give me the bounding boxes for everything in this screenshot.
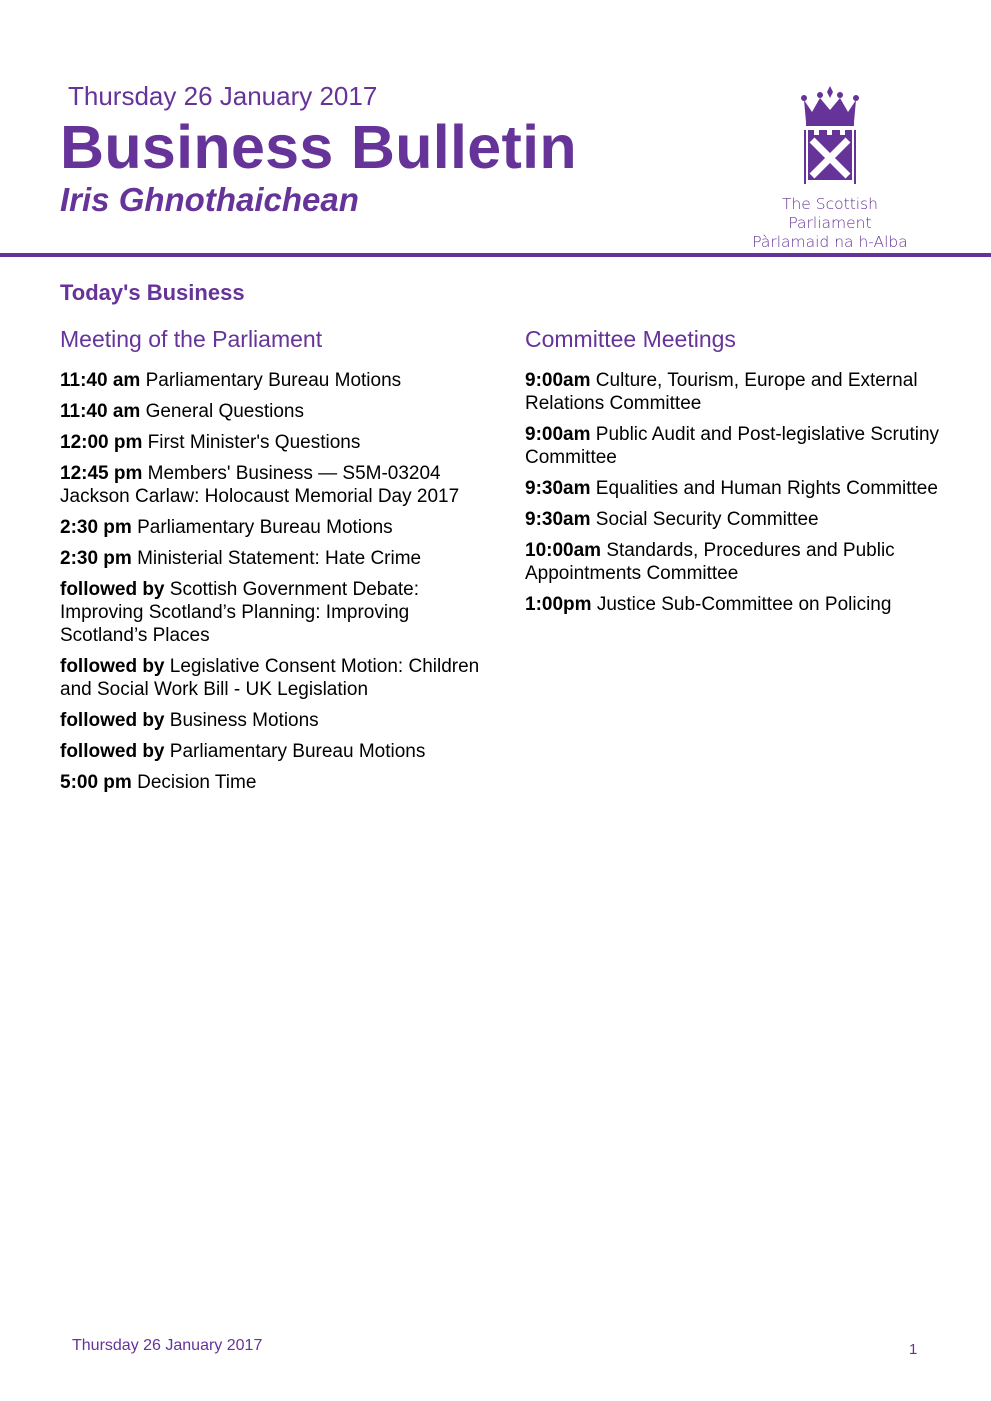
agenda-text: Members' Business — S5M-03204 Jackson Carlaw: Holocaust Memorial Day 2017 — [60, 463, 460, 507]
logo-text-english: The Scottish Parliament — [782, 195, 878, 232]
agenda-item — [525, 369, 945, 415]
agenda-text: Parliamentary Bureau Motions — [137, 517, 393, 538]
agenda-time: 11:40 am — [60, 401, 141, 422]
parliament-heading: Meeting of the Parliament — [60, 326, 323, 352]
parliament-column — [60, 325, 490, 802]
agenda-time: 11:40 am — [60, 370, 141, 391]
agenda-item — [60, 516, 490, 539]
agenda-text: Public Audit and Post-legislative Scrutiny Committee — [525, 424, 940, 468]
page-title: Business Bulletin — [60, 113, 577, 181]
header-divider — [0, 253, 991, 257]
agenda-time: 10:00am — [525, 540, 602, 561]
page-number: 1 — [909, 1341, 918, 1358]
agenda-text: Culture, Tourism, Europe and External Relations Committee — [525, 370, 918, 414]
agenda-text: Justice Sub-Committee on Policing — [596, 594, 892, 615]
section-title: Today's Business — [60, 280, 245, 305]
agenda-text: Parliamentary Bureau Motions — [169, 741, 426, 762]
agenda-item — [60, 709, 490, 732]
agenda-time: 9:00am — [525, 424, 591, 445]
agenda-time: 9:30am — [525, 509, 591, 530]
footer-date: Thursday 26 January 2017 — [72, 1337, 263, 1354]
agenda-item — [60, 771, 490, 794]
agenda-time: 5:00 pm — [60, 772, 132, 793]
agenda-time: 1:00pm — [525, 594, 592, 615]
agenda-time: 9:30am — [525, 478, 591, 499]
agenda-time: followed by — [60, 741, 165, 762]
agenda-time: 2:30 pm — [60, 517, 132, 538]
agenda-item — [525, 508, 945, 531]
agenda-time: 12:45 pm — [60, 463, 143, 484]
agenda-text: Ministerial Statement: Hate Crime — [137, 548, 422, 569]
agenda-text: Business Motions — [169, 710, 319, 731]
agenda-item — [525, 423, 945, 469]
agenda-time: 2:30 pm — [60, 548, 132, 569]
agenda-item — [60, 369, 490, 392]
agenda-time: 12:00 pm — [60, 432, 143, 453]
crown-shield-icon — [798, 86, 862, 190]
committee-heading: Committee Meetings — [525, 326, 736, 352]
agenda-time: 9:00am — [525, 370, 591, 391]
agenda-item — [525, 539, 945, 585]
agenda-item — [525, 593, 945, 616]
agenda-item — [60, 400, 490, 423]
agenda-item — [60, 740, 490, 763]
agenda-text: Standards, Procedures and Public Appointments Committee — [525, 540, 895, 584]
agenda-item — [60, 578, 490, 647]
agenda-text: Equalities and Human Rights Committee — [595, 478, 938, 499]
scottish-parliament-logo — [744, 86, 916, 252]
logo-text-gaelic: Pàrlamaid na h-Alba — [752, 233, 908, 251]
page-subtitle: Iris Ghnothaichean — [60, 181, 359, 218]
bulletin-date: Thursday 26 January 2017 — [68, 81, 378, 111]
agenda-item — [60, 547, 490, 570]
agenda-item — [60, 655, 490, 701]
committee-column — [525, 325, 945, 624]
agenda-text: Decision Time — [137, 772, 257, 793]
agenda-text: First Minister's Questions — [147, 432, 361, 453]
agenda-time: followed by — [60, 710, 165, 731]
agenda-text: Social Security Committee — [595, 509, 819, 530]
committee-agenda — [525, 369, 945, 616]
parliament-agenda — [60, 369, 490, 794]
agenda-text: Scottish Government Debate: Improving Scotland’s Planning: Improving Scotland’s Places — [60, 579, 420, 646]
agenda-item — [60, 431, 490, 454]
agenda-time: followed by — [60, 656, 165, 677]
agenda-text: Parliamentary Bureau Motions — [145, 370, 402, 391]
agenda-item — [60, 462, 490, 508]
agenda-time: followed by — [60, 579, 165, 600]
agenda-text: Legislative Consent Motion: Children and Social Work Bill - UK Legislation — [60, 656, 480, 700]
agenda-text: General Questions — [145, 401, 304, 422]
agenda-item — [525, 477, 945, 500]
